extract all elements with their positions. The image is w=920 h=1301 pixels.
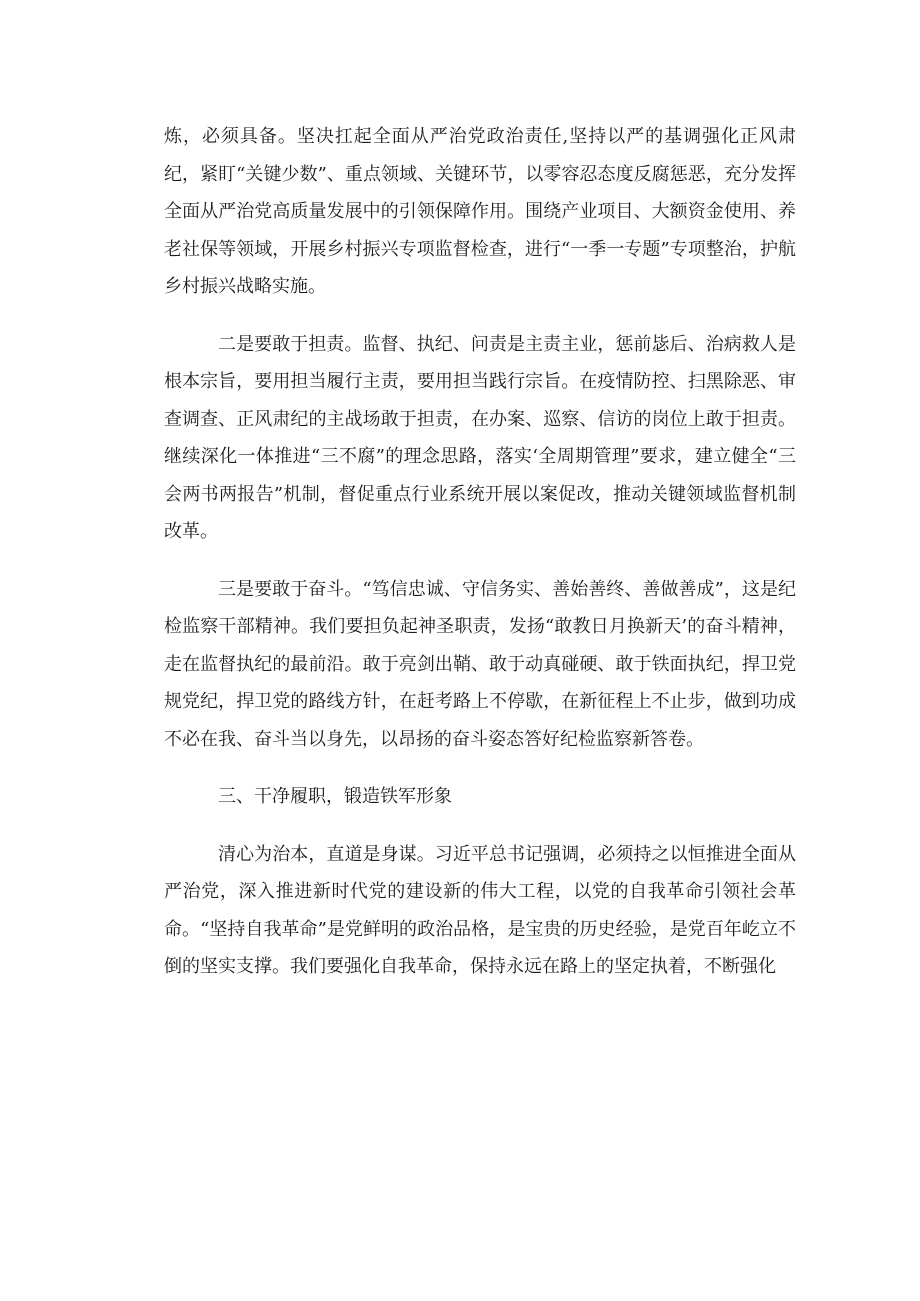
paragraph-clean-performance: 清心为治本，直道是身谋。习近平总书记强调，必须持之以恒推进全面从严治党，深入推进新时代党的建设新的伟大工程，以党的自我革命引领社会革命。“坚持自我革命”是党鲜明的政治品格，是宝贵的历史经验，是党百年屹立不倒的坚实支撑。我们要强化自我革命，保持永远在路上的坚定执着，不断强化 — [164, 843, 796, 977]
paragraph-dare-to-strive: 三是要敢于奋斗。“笃信忠诚、守信务实、善始善终、善做善成”，这是纪检监察干部精神。我们要担负起神圣职责，发扬“敢教日月换新天’的奋斗精神，走在监督执纪的最前沿。敢于亮剑出鞘、敢于动真碰硬、敢于铁面执纪，捍卫党规党纪，捍卫党的路线方针，在赶考路上不停歇，在新征程上不止步，做到功成不必在我、奋斗当以身先，以昂扬的奋斗姿态答好纪检监察新答卷。 — [164, 578, 796, 750]
document-body — [164, 118, 796, 986]
section-heading: 三、干净履职，锻造铁军形象 — [218, 786, 452, 807]
paragraph-dare-to-take-responsibility: 二是要敢于担责。监督、执纪、问责是主责主业，惩前毖后、治病救人是根本宗旨，要用担当履行主责，要用担当践行宗旨。在疫情防控、扫黑除恶、审查调查、正风肃纪的主战场敢于担责，在办案、巡察、信访的岗位上敢于担责。继续深化一体推进“三不腐”的理念思路，落实‘全周期管理”要求，建立健全“三会两书两报告”机制，督促重点行业系统开展以案促改，推动关键领域监督机制改革。 — [164, 333, 796, 542]
paragraph-continuation: 炼，必须具备。坚决扛起全面从严治党政治责任,坚持以严的基调强化正风肃纪，紧盯“关键少数”、重点领域、关键环节，以零容忍态度反腐惩恶，充分发挥全面从严治党高质量发展中的引领保障作用。围绕产业项目、大额资金使用、养老社保等领域，开展乡村振兴专项监督检查，进行“一季一专题”专项整治，护航乡村振兴战略实施。 — [164, 126, 796, 297]
